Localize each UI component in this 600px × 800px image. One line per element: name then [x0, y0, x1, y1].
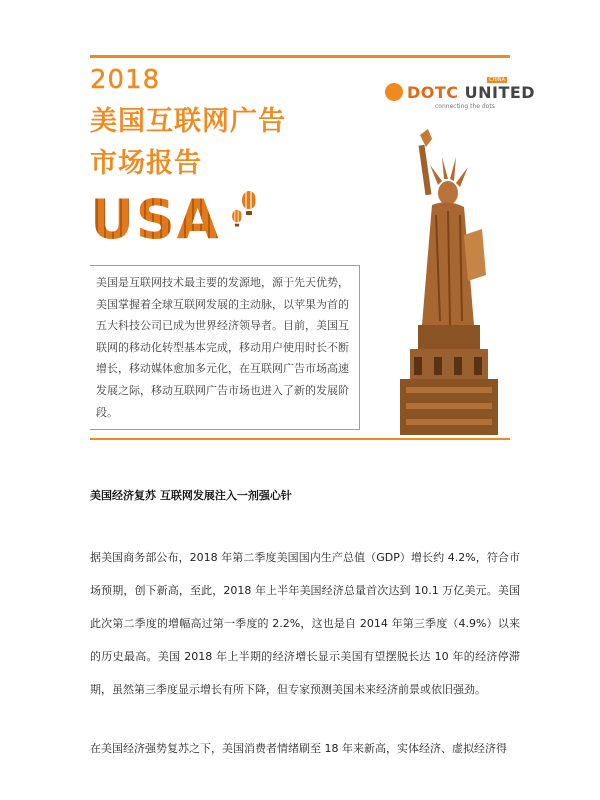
cover-poster [90, 55, 536, 440]
article-paragraph-2: 在美国经济强势复苏之下，美国消费者情绪刷至 18 年来新高，实体经济、虚拟经济得 [90, 742, 507, 755]
logo-wordmark [407, 83, 535, 102]
cover-title-line1: 美国互联网广告 [90, 106, 286, 137]
brand-logo [385, 77, 536, 121]
logo-part1: DOTC [407, 83, 459, 102]
logo-mark-icon [385, 83, 403, 101]
section-heading: 美国经济复苏 互联网发展注入一剂强心针 [90, 489, 292, 502]
cover-usa-text: USA [90, 188, 221, 251]
top-rule [90, 55, 510, 58]
article-paragraph-1: 据美国商务部公布，2018 年第二季度美国国内生产总值（GDP）增长约 4.2%，符合市场预期，创下新高，至此，2018 年上半年美国经济总量首次达到 10.1 万亿美元。美国此次第二季度的增幅高过第一季度的 2.2%，这也是自 2014 年第三季度（4.9%）以来的历史最高。美国 2018 年上半期的经济增长显示美国有望摆脱长达 10 年的经济停滞期，虽然第三季度显示增长有所下降，但专家预测美国未来经济前景或依旧强劲。 [90, 551, 520, 696]
statue-of-liberty-illustration [390, 125, 508, 435]
balloon-icon [232, 210, 242, 223]
logo-badge: CHINA [489, 77, 505, 83]
logo-tagline: connecting the dots [435, 103, 495, 110]
balloon-icon [242, 191, 256, 209]
intro-box [90, 265, 360, 430]
logo-part2: UNITED [464, 83, 536, 102]
cover-title-line2: 市场报告 [90, 148, 202, 179]
intro-text: 美国是互联网技术最主要的发源地，源于先天优势，美国掌握着全球互联网发展的主动脉，以苹果为首的五大科技公司已成为世界经济领导者。目前，美国互联网的移动化转型基本完成，移动用户使用时长不断增长，移动媒体愈加多元化，在互联网广告市场高速发展之际，移动互联网广告市场也进入了新的发展阶段。 [96, 276, 349, 419]
bottom-rule [90, 438, 510, 440]
cover-year: 2018 [90, 65, 161, 95]
